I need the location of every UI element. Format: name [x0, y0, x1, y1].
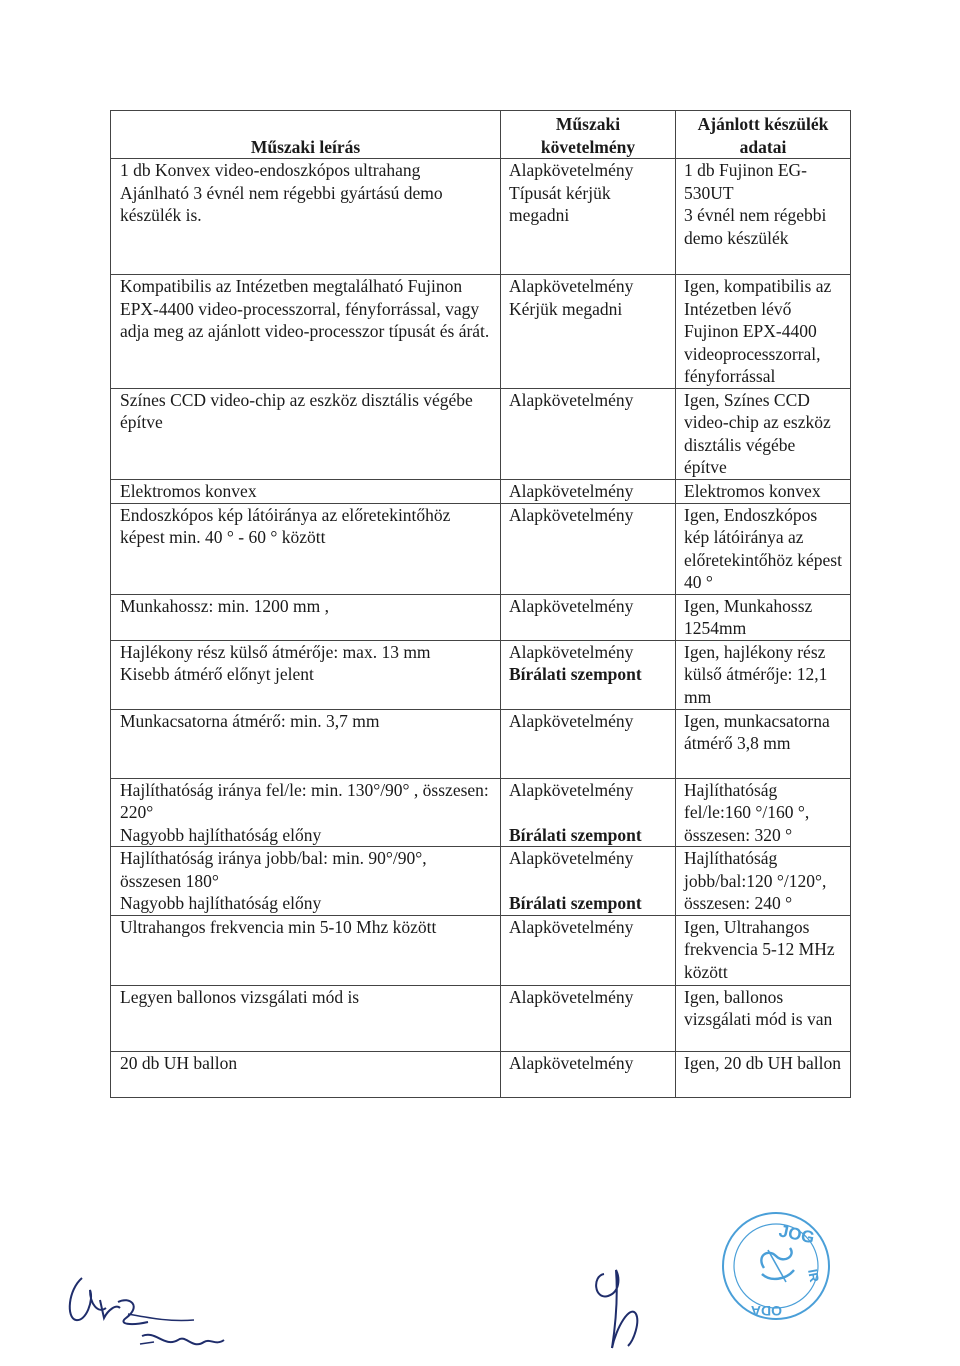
evaluation-criterion: Bírálati szempont	[509, 664, 642, 684]
requirement-cell	[501, 275, 676, 389]
evaluation-criterion: Bírálati szempont	[509, 893, 642, 913]
description-cell	[111, 479, 501, 503]
requirement-cell	[501, 159, 676, 275]
requirement-text: Alapkövetelmény	[509, 389, 634, 410]
requirement-cell	[501, 640, 676, 709]
requirement-text: Alapkövetelmény	[509, 595, 634, 616]
table-row	[111, 709, 851, 778]
description-text: 20 db UH ballon	[120, 1052, 238, 1073]
header-requirement: Műszaki követelmény	[501, 111, 676, 159]
jogi-iroda-stamp	[720, 1210, 832, 1322]
table-row	[111, 275, 851, 389]
table-row	[111, 159, 851, 275]
requirement-text: Alapkövetelmény	[509, 710, 634, 731]
header-offer: Ajánlott készülék adatai	[676, 111, 851, 159]
requirement-cell	[501, 594, 676, 640]
requirement-cell	[501, 847, 676, 916]
offer-text: Igen, Munkahossz 1254mm	[684, 595, 813, 638]
description-text: Hajlíthatóság iránya jobb/bal: min. 90°/90°, összesen 180°	[120, 848, 427, 891]
svg-text:ODA: ODA	[750, 1303, 782, 1319]
description-cell	[111, 915, 501, 985]
description-text: Elektromos konvex	[120, 480, 257, 501]
evaluation-criterion: Bírálati szempont	[509, 824, 642, 845]
requirement-cell	[501, 479, 676, 503]
description-cell	[111, 388, 501, 479]
offer-text: Igen, 20 db UH ballon	[684, 1052, 841, 1073]
offer-text: 3 évnél nem régebbi demo készülék	[684, 205, 827, 248]
offer-cell	[676, 503, 851, 594]
requirement-text: Alapkövetelmény	[509, 160, 634, 180]
offer-text: Igen, hajlékony rész külső átmérője: 12,1 mm	[684, 641, 828, 707]
requirement-cell	[501, 915, 676, 985]
table-row	[111, 388, 851, 479]
description-cell	[111, 640, 501, 709]
requirement-text: Alapkövetelmény	[509, 916, 634, 937]
description-cell	[111, 275, 501, 389]
description-text: Hajlíthatóság iránya fel/le: min. 130°/90° , összesen: 220°	[120, 779, 489, 822]
description-text: Nagyobb hajlíthatóság előny	[120, 824, 322, 845]
offer-text: Hajlíthatóság jobb/bal:120 °/120°, összesen: 240 °	[684, 848, 827, 913]
offer-cell	[676, 640, 851, 709]
description-text: Színes CCD video-chip az eszköz disztális végébe építve	[120, 389, 473, 432]
table-header-row	[111, 111, 851, 159]
offer-cell	[676, 594, 851, 640]
svg-text:JOG: JOG	[777, 1221, 817, 1248]
offer-cell	[676, 159, 851, 275]
description-cell	[111, 594, 501, 640]
table-row	[111, 985, 851, 1051]
offer-text: Igen, Színes CCD video-chip az eszköz disztális végébe építve	[684, 389, 831, 477]
description-text: Munkacsatorna átmérő: min. 3,7 mm	[120, 710, 380, 731]
requirement-text: Alapkövetelmény	[509, 504, 634, 525]
table-row	[111, 915, 851, 985]
description-cell	[111, 1051, 501, 1097]
requirement-text: Alapkövetelmény	[509, 848, 634, 868]
offer-text: Hajlíthatóság fel/le:160 °/160 °, összesen: 320 °	[684, 779, 810, 845]
description-cell	[111, 847, 501, 916]
description-text: Hajlékony rész külső átmérője: max. 13 mm	[120, 641, 431, 662]
requirement-text: Alapkövetelmény	[509, 986, 634, 1007]
svg-text:IR: IR	[805, 1267, 823, 1284]
offer-text: Elektromos konvex	[684, 480, 821, 501]
description-text: Kompatibilis az Intézetben megtalálható Fujinon EPX-4400 video-processzorral, fényforrással, vagy adja meg az ajánlott video-processzor típusát és árát.	[120, 276, 490, 341]
table-row	[111, 778, 851, 847]
requirement-text: Kérjük megadni	[509, 298, 623, 319]
description-text: Legyen ballonos vizsgálati mód is	[120, 986, 360, 1007]
signature-middle	[590, 1256, 660, 1356]
offer-cell	[676, 778, 851, 847]
requirement-text: Alapkövetelmény	[509, 641, 634, 662]
offer-cell	[676, 1051, 851, 1097]
description-text: 1 db Konvex video-endoszkópos ultrahang	[120, 160, 421, 180]
requirement-cell	[501, 709, 676, 778]
description-text: Munkahossz: min. 1200 mm ,	[120, 595, 330, 616]
description-cell	[111, 985, 501, 1051]
requirement-text: Típusát kérjük megadni	[509, 182, 611, 225]
requirement-cell	[501, 388, 676, 479]
description-text: Ajánlható 3 évnél nem régebbi gyártású demo készülék is.	[120, 182, 443, 225]
offer-text: Igen, munkacsatorna átmérő 3,8 mm	[684, 710, 830, 753]
table-row	[111, 503, 851, 594]
description-cell	[111, 778, 501, 847]
requirement-text: Alapkövetelmény	[509, 1052, 634, 1073]
requirement-cell	[501, 503, 676, 594]
offer-text: Igen, Endoszkópos kép látóiránya az előretekintőhöz képest 40 °	[684, 504, 842, 592]
description-cell	[111, 503, 501, 594]
table-row	[111, 847, 851, 916]
requirement-text: Alapkövetelmény	[509, 779, 634, 800]
spec-table	[110, 110, 851, 1098]
table-row	[111, 594, 851, 640]
description-text: Endoszkópos kép látóiránya az előretekintőhöz képest min. 40 ° - 60 ° között	[120, 504, 451, 547]
header-description: Műszaki leírás	[111, 111, 501, 159]
table-row	[111, 1051, 851, 1097]
offer-cell	[676, 388, 851, 479]
table-row	[111, 640, 851, 709]
requirement-text: Alapkövetelmény	[509, 276, 634, 296]
offer-text: Igen, ballonos vizsgálati mód is van	[684, 986, 833, 1029]
offer-cell	[676, 847, 851, 916]
signature-left	[60, 1270, 230, 1365]
description-text: Kisebb átmérő előnyt jelent	[120, 664, 314, 684]
offer-cell	[676, 915, 851, 985]
offer-text: Igen, Ultrahangos frekvencia 5-12 MHz között	[684, 916, 835, 982]
description-text: Nagyobb hajlíthatóság előny	[120, 893, 322, 913]
offer-text: 1 db Fujinon EG-530UT	[684, 160, 807, 203]
requirement-cell	[501, 985, 676, 1051]
offer-cell	[676, 479, 851, 503]
table-row	[111, 479, 851, 503]
description-cell	[111, 159, 501, 275]
offer-cell	[676, 985, 851, 1051]
offer-text: Igen, kompatibilis az Intézetben lévő Fujinon EPX-4400 videoprocesszorral, fényforrással	[684, 276, 832, 386]
description-text: Ultrahangos frekvencia min 5-10 Mhz között	[120, 916, 437, 937]
requirement-text: Alapkövetelmény	[509, 480, 634, 501]
offer-cell	[676, 709, 851, 778]
offer-cell	[676, 275, 851, 389]
description-cell	[111, 709, 501, 778]
requirement-cell	[501, 1051, 676, 1097]
requirement-cell	[501, 778, 676, 847]
